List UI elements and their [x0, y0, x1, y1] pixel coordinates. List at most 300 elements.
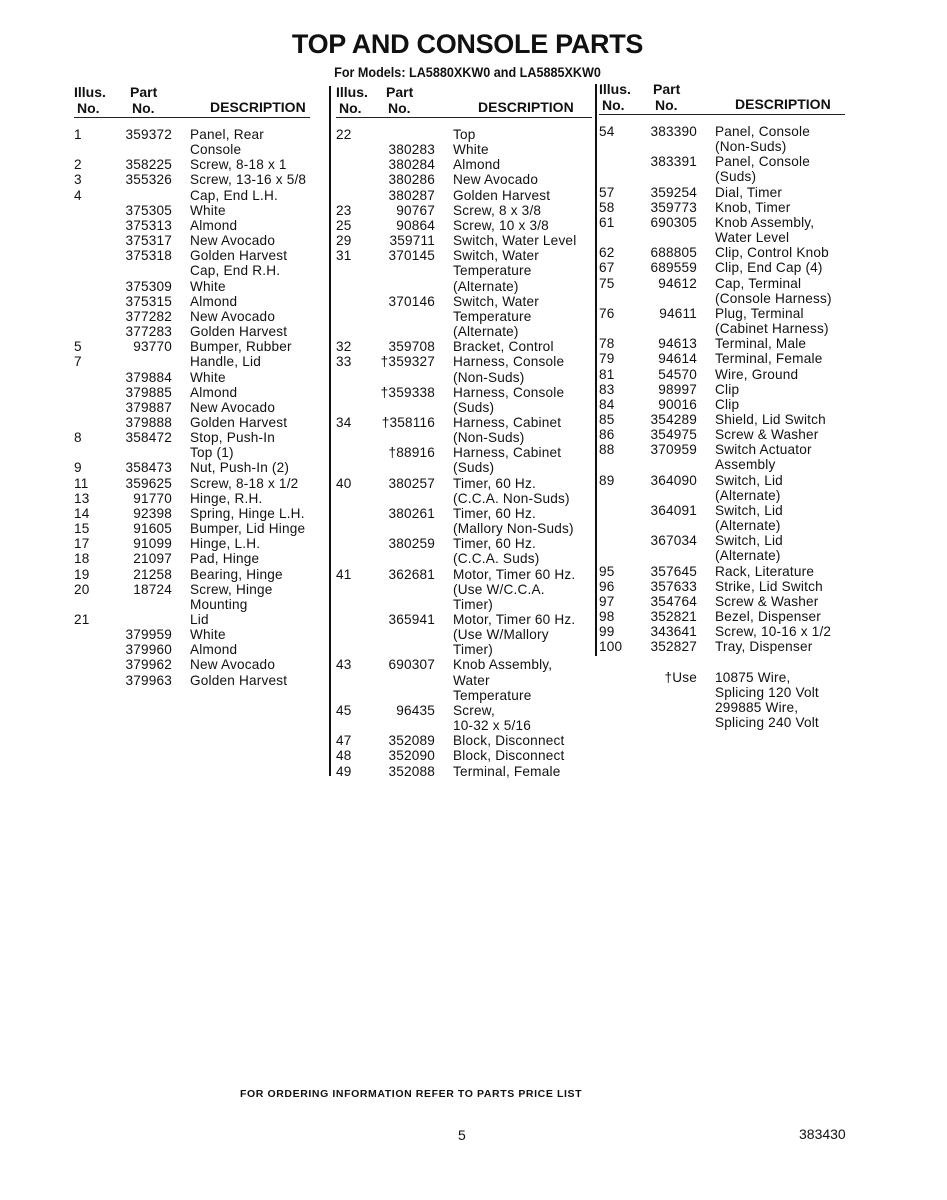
- parts-row: [74, 172, 310, 187]
- parts-row: [336, 657, 592, 672]
- parts-row: [336, 279, 592, 294]
- illus-number: 4: [74, 187, 82, 203]
- part-number: 380284: [388, 157, 435, 173]
- illus-number: 18: [74, 551, 90, 567]
- part-description: Terminal, Female: [453, 763, 561, 779]
- part-number: 380283: [388, 142, 435, 158]
- illus-number: 100: [599, 639, 623, 655]
- part-description: Timer, 60 Hz.: [453, 505, 536, 521]
- part-description: (Alternate): [453, 278, 519, 294]
- parts-row: [336, 703, 592, 718]
- parts-row: [336, 370, 592, 385]
- part-description: Motor, Timer 60 Hz.: [453, 566, 576, 582]
- parts-row: [599, 276, 845, 291]
- part-number: 54570: [658, 366, 697, 382]
- part-number: 365941: [388, 612, 435, 627]
- part-description: Stop, Push-In: [190, 430, 275, 446]
- part-number: 98997: [658, 381, 697, 397]
- part-description: Dial, Timer: [715, 184, 783, 200]
- parts-row: [336, 551, 592, 566]
- part-description: Splicing 120 Volt: [715, 684, 819, 700]
- column-divider: [329, 86, 331, 776]
- part-description: Screw & Washer: [715, 427, 819, 443]
- part-label-2: No.: [655, 97, 678, 113]
- part-description: Shield, Lid Switch: [715, 411, 826, 427]
- illus-number: 5: [74, 339, 82, 355]
- parts-row: [74, 370, 310, 385]
- part-number: 375315: [125, 293, 172, 309]
- part-description: Terminal, Female: [715, 351, 823, 367]
- parts-row: [74, 506, 310, 521]
- part-number: 380287: [388, 187, 435, 203]
- part-number: 375313: [125, 217, 172, 233]
- parts-row: [74, 521, 310, 536]
- illus-number: 83: [599, 381, 615, 397]
- part-description: Panel, Console: [715, 154, 810, 170]
- illus-number: 43: [336, 657, 352, 673]
- part-description: Tray, Dispenser: [715, 639, 813, 655]
- part-description: Timer): [453, 642, 493, 658]
- parts-row: [599, 412, 845, 427]
- parts-column-3: [599, 81, 845, 730]
- part-description: Plug, Terminal: [715, 305, 804, 321]
- parts-row: [336, 248, 592, 263]
- illus-number: 31: [336, 248, 352, 264]
- part-description: (Alternate): [453, 324, 519, 340]
- illus-number: 61: [599, 214, 615, 230]
- part-description: Top: [453, 127, 476, 142]
- part-description: Knob, Timer: [715, 199, 791, 215]
- parts-row: [74, 142, 310, 157]
- parts-row: [336, 172, 592, 187]
- parts-row: [599, 548, 845, 563]
- illus-number: 8: [74, 430, 82, 446]
- parts-row: [599, 245, 845, 260]
- part-number: 364090: [650, 472, 697, 488]
- parts-row: [336, 354, 592, 369]
- column-divider: [595, 84, 597, 656]
- illus-number: 29: [336, 233, 352, 249]
- illus-number: 78: [599, 336, 615, 352]
- parts-list: [74, 127, 310, 688]
- part-number: 359708: [388, 339, 435, 355]
- part-description: (Alternate): [715, 548, 781, 564]
- part-description: Hinge, R.H.: [190, 490, 263, 506]
- part-description: (Console Harness): [715, 290, 832, 306]
- part-description: Golden Harvest: [190, 324, 288, 340]
- illus-number: 47: [336, 733, 352, 749]
- part-description: New Avocado: [190, 308, 276, 324]
- illus-number: 89: [599, 472, 615, 488]
- part-number: †359338: [380, 384, 435, 400]
- parts-row: [336, 415, 592, 430]
- part-number: 379960: [125, 642, 172, 658]
- parts-row: [74, 309, 310, 324]
- illus-number: 67: [599, 260, 615, 276]
- part-number: 370959: [650, 442, 697, 458]
- part-number: 380286: [388, 172, 435, 188]
- parts-row: [74, 657, 310, 672]
- part-description: Switch, Water: [453, 293, 539, 309]
- part-description: (Mallory Non-Suds): [453, 521, 574, 537]
- part-description: Almond: [190, 217, 238, 233]
- parts-row: [74, 445, 310, 460]
- parts-row: [336, 673, 592, 688]
- parts-row: [336, 476, 592, 491]
- parts-row: [336, 385, 592, 400]
- illus-number: 62: [599, 245, 615, 261]
- part-description: 299885 Wire,: [715, 699, 799, 715]
- parts-row: [336, 218, 592, 233]
- parts-row: [74, 218, 310, 233]
- part-description: Knob Assembly,: [715, 214, 815, 230]
- part-description: (Non-Suds): [453, 369, 525, 385]
- part-description: Console: [190, 142, 242, 158]
- part-number: 352089: [388, 733, 435, 749]
- part-label-2: No.: [132, 100, 155, 116]
- parts-row: [74, 203, 310, 218]
- part-number: 91770: [133, 490, 172, 506]
- part-description: White: [190, 627, 226, 643]
- part-description: Motor, Timer 60 Hz.: [453, 612, 576, 627]
- part-number: 379959: [125, 627, 172, 643]
- parts-row: [599, 397, 845, 412]
- parts-row: [599, 670, 845, 685]
- illus-number: 33: [336, 354, 352, 370]
- parts-row: [336, 142, 592, 157]
- parts-row: [74, 597, 310, 612]
- illus-number: 86: [599, 427, 615, 443]
- part-description: Harness, Console: [453, 384, 565, 400]
- parts-row: [74, 400, 310, 415]
- part-description: Panel, Console: [715, 124, 810, 139]
- parts-row: [599, 442, 845, 457]
- part-description: Screw, 8-18 x 1: [190, 157, 287, 173]
- parts-row: [336, 233, 592, 248]
- part-number: 380259: [388, 536, 435, 552]
- illus-number: 57: [599, 184, 615, 200]
- parts-row: [599, 306, 845, 321]
- part-description: (Suds): [715, 169, 757, 185]
- part-description: Switch, Water Level: [453, 233, 577, 249]
- parts-row: [599, 654, 845, 669]
- part-description: Bezel, Dispenser: [715, 609, 821, 624]
- part-description: (Non-Suds): [715, 139, 787, 155]
- illus-number: 20: [74, 581, 90, 597]
- part-number: 352090: [388, 748, 435, 764]
- parts-row: [74, 582, 310, 597]
- part-label-1: Part: [386, 84, 414, 100]
- part-number: 94611: [659, 305, 697, 321]
- part-number: 91099: [133, 536, 172, 552]
- part-description: Clip, End Cap (4): [715, 260, 823, 276]
- part-number: 90767: [396, 202, 435, 218]
- parts-row: [599, 624, 845, 639]
- column-header: [599, 81, 845, 115]
- part-number: 380257: [388, 475, 435, 491]
- parts-row: [336, 521, 592, 536]
- parts-row: [74, 491, 310, 506]
- part-description: Bearing, Hinge: [190, 566, 283, 582]
- part-number: 379963: [125, 672, 172, 688]
- parts-row: [599, 139, 845, 154]
- part-description: Knob Assembly,: [453, 657, 553, 673]
- parts-row: [74, 294, 310, 309]
- parts-row: [599, 518, 845, 533]
- part-description: Screw, 8 x 3/8: [453, 202, 542, 218]
- models-subtitle: For Models: LA5880XKW0 and LA5885XKW0: [334, 64, 601, 80]
- part-description: Timer, 60 Hz.: [453, 475, 536, 491]
- parts-row: [74, 430, 310, 445]
- parts-row: [599, 124, 845, 139]
- parts-row: [599, 533, 845, 548]
- illus-label-2: No.: [602, 97, 625, 113]
- part-description: White: [190, 369, 226, 385]
- parts-row: [74, 551, 310, 566]
- part-number: 96435: [396, 702, 435, 718]
- part-description: Switch, Lid: [715, 533, 783, 549]
- page-number: 5: [458, 1127, 466, 1143]
- part-number: 359372: [125, 127, 172, 142]
- part-description: Bumper, Lid Hinge: [190, 521, 306, 537]
- parts-row: [599, 609, 845, 624]
- parts-row: [336, 400, 592, 415]
- part-description: (Alternate): [715, 518, 781, 534]
- parts-row: [74, 248, 310, 263]
- parts-row: [599, 639, 845, 654]
- part-number: 358473: [125, 460, 172, 476]
- parts-row: [74, 324, 310, 339]
- parts-row: [74, 279, 310, 294]
- part-description: Golden Harvest: [453, 187, 551, 203]
- illus-number: 1: [74, 127, 82, 142]
- part-description: New Avocado: [190, 657, 276, 673]
- parts-row: [336, 263, 592, 278]
- illus-number: 76: [599, 305, 615, 321]
- part-description: (C.C.A. Suds): [453, 551, 540, 567]
- part-description: Handle, Lid: [190, 354, 261, 370]
- parts-row: [74, 460, 310, 475]
- part-number: †Use: [664, 669, 697, 685]
- illus-number: 14: [74, 505, 90, 521]
- part-description: New Avocado: [190, 399, 276, 415]
- part-number: 354764: [650, 593, 697, 609]
- part-label-1: Part: [653, 81, 681, 97]
- part-number: 343641: [650, 624, 697, 640]
- parts-row: [599, 321, 845, 336]
- illus-number: 84: [599, 396, 615, 412]
- part-number: 91605: [133, 521, 172, 537]
- part-description: Rack, Literature: [715, 563, 815, 579]
- illus-number: 97: [599, 593, 615, 609]
- part-description: Terminal, Male: [715, 336, 807, 352]
- part-description: White: [190, 202, 226, 218]
- part-number: 375305: [125, 202, 172, 218]
- parts-row: [599, 594, 845, 609]
- parts-row: [599, 260, 845, 275]
- part-number: 383391: [650, 154, 697, 170]
- part-number: 383390: [650, 124, 697, 139]
- part-description: Switch, Lid: [715, 472, 783, 488]
- part-description: Screw,: [453, 702, 495, 718]
- part-description: Screw, 10-16 x 1/2: [715, 624, 832, 640]
- part-number: 90016: [658, 396, 697, 412]
- part-description: Harness, Cabinet: [453, 414, 562, 430]
- illus-number: 95: [599, 563, 615, 579]
- illus-number: 45: [336, 702, 352, 718]
- part-description: Mounting: [190, 596, 248, 612]
- illus-number: 75: [599, 275, 615, 291]
- part-number: 90864: [396, 217, 435, 233]
- parts-row: [74, 536, 310, 551]
- parts-row: [336, 627, 592, 642]
- parts-row: [599, 351, 845, 366]
- part-description: Temperature: [453, 687, 532, 703]
- illus-number: 79: [599, 351, 615, 367]
- part-number: 380261: [388, 505, 435, 521]
- part-description: Clip: [715, 396, 740, 412]
- parts-column-1: [74, 84, 310, 688]
- illus-number: 23: [336, 202, 352, 218]
- part-description: Almond: [190, 293, 238, 309]
- parts-row: [336, 718, 592, 733]
- parts-row: [74, 188, 310, 203]
- illus-label-2: No.: [77, 100, 100, 116]
- part-description: Strike, Lid Switch: [715, 578, 823, 594]
- part-description: Wire, Ground: [715, 366, 799, 382]
- parts-row: [599, 685, 845, 700]
- parts-row: [336, 764, 592, 779]
- parts-column-2: [336, 84, 592, 779]
- part-number: 370145: [388, 248, 435, 264]
- part-description: Spring, Hinge L.H.: [190, 505, 305, 521]
- parts-row: [336, 127, 592, 142]
- part-description: Pad, Hinge: [190, 551, 260, 567]
- part-description: Water Level: [715, 230, 790, 246]
- part-description: New Avocado: [453, 172, 539, 188]
- part-description: Harness, Console: [453, 354, 565, 370]
- illus-number: 81: [599, 366, 615, 382]
- part-description: Block, Disconnect: [453, 748, 565, 764]
- header-underline: [336, 117, 592, 118]
- parts-row: [336, 642, 592, 657]
- parts-row: [336, 733, 592, 748]
- part-description: Top (1): [190, 445, 234, 461]
- illus-number: 11: [74, 475, 89, 491]
- part-description: Screw, Hinge: [190, 581, 273, 597]
- illus-number: 58: [599, 199, 615, 215]
- part-number: 690307: [388, 657, 435, 673]
- parts-row: [599, 427, 845, 442]
- part-description: Water: [453, 672, 490, 688]
- ordering-footer: FOR ORDERING INFORMATION REFER TO PARTS PRICE LIST: [240, 1088, 583, 1100]
- part-description: Lid: [190, 612, 209, 627]
- part-number: 358472: [125, 430, 172, 446]
- parts-row: [74, 354, 310, 369]
- parts-row: [599, 457, 845, 472]
- part-number: 379885: [125, 384, 172, 400]
- parts-row: [336, 445, 592, 460]
- part-description: Screw & Washer: [715, 593, 819, 609]
- illus-number: 13: [74, 490, 90, 506]
- parts-row: [599, 579, 845, 594]
- part-description: Switch, Lid: [715, 502, 783, 518]
- parts-row: [336, 324, 592, 339]
- part-number: 21258: [133, 566, 172, 582]
- part-description: Cap, Terminal: [715, 275, 802, 291]
- part-number: 375318: [125, 248, 172, 264]
- part-number: 21097: [133, 551, 172, 567]
- parts-row: [336, 188, 592, 203]
- part-description: New Avocado: [190, 233, 276, 249]
- parts-row: [599, 488, 845, 503]
- part-number: 377282: [125, 308, 172, 324]
- illus-label-1: Illus.: [336, 84, 368, 100]
- part-description: Hinge, L.H.: [190, 536, 261, 552]
- part-number: 367034: [650, 533, 697, 549]
- column-header: [74, 84, 310, 118]
- part-number: 379887: [125, 399, 172, 415]
- part-description: Harness, Cabinet: [453, 445, 562, 461]
- part-number: 93770: [133, 339, 172, 355]
- parts-row: [336, 688, 592, 703]
- part-description: Nut, Push-In (2): [190, 460, 290, 476]
- parts-row: [336, 597, 592, 612]
- part-description: Almond: [453, 157, 501, 173]
- parts-row: [74, 567, 310, 582]
- part-description: Splicing 240 Volt: [715, 715, 819, 731]
- part-number: 688805: [650, 245, 697, 261]
- part-description: (Alternate): [715, 487, 781, 503]
- part-number: 358225: [125, 157, 172, 173]
- parts-row: [74, 673, 310, 688]
- illus-number: 40: [336, 475, 352, 491]
- parts-row: [599, 336, 845, 351]
- part-description: (Use W/Mallory: [453, 627, 549, 643]
- parts-list: [599, 124, 845, 730]
- part-label-2: No.: [388, 100, 411, 116]
- illus-number: 54: [599, 124, 615, 139]
- illus-number: 88: [599, 442, 615, 458]
- part-description: Golden Harvest: [190, 248, 288, 264]
- parts-row: [336, 612, 592, 627]
- illus-number: 98: [599, 609, 615, 624]
- part-description: Bumper, Rubber: [190, 339, 292, 355]
- part-number: 370146: [388, 293, 435, 309]
- part-description: Screw, 13-16 x 5/8: [190, 172, 307, 188]
- illus-number: 21: [74, 612, 90, 627]
- parts-row: [336, 309, 592, 324]
- description-label: DESCRIPTION: [210, 99, 306, 115]
- header-underline: [599, 114, 845, 115]
- part-description: Assembly: [715, 457, 776, 473]
- part-description: Bracket, Control: [453, 339, 554, 355]
- parts-row: [74, 127, 310, 142]
- part-description: Block, Disconnect: [453, 733, 565, 749]
- part-number: 362681: [388, 566, 435, 582]
- part-description: Switch, Water: [453, 248, 539, 264]
- part-label-1: Part: [130, 84, 158, 100]
- parts-row: [599, 367, 845, 382]
- parts-row: [74, 612, 310, 627]
- part-description: (Non-Suds): [453, 430, 525, 446]
- parts-row: [599, 200, 845, 215]
- part-description: Timer): [453, 596, 493, 612]
- parts-row: [336, 582, 592, 597]
- description-label: DESCRIPTION: [478, 99, 574, 115]
- part-description: Timer, 60 Hz.: [453, 536, 536, 552]
- part-description: (Suds): [453, 460, 495, 476]
